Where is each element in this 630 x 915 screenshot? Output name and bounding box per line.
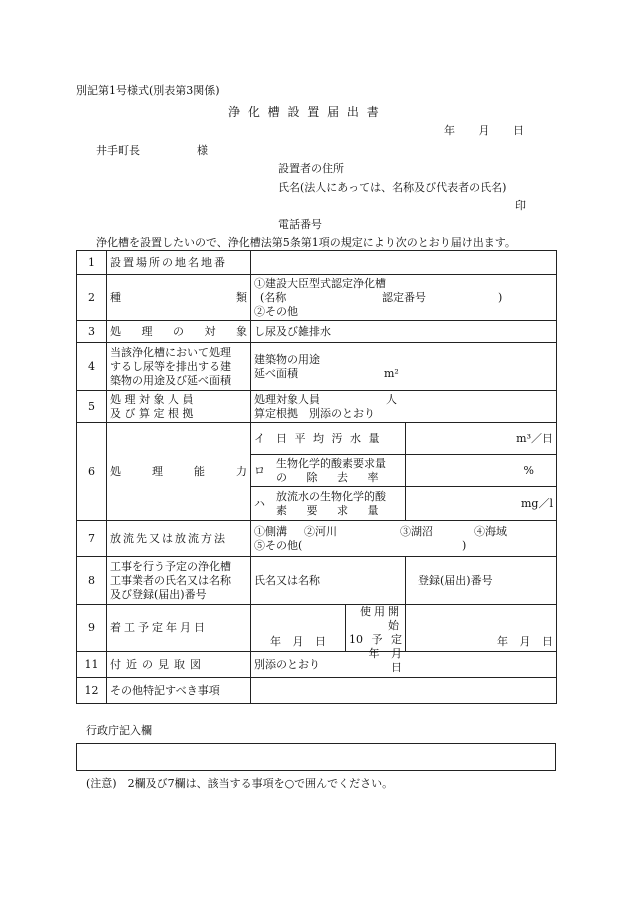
persons-field[interactable] [251, 391, 557, 423]
unit-b: % [523, 463, 534, 477]
office-use-label: 行政庁記入欄 [86, 724, 152, 737]
row-9 [77, 605, 557, 652]
note-text: (注意) 2欄及び7欄は、該当する事項を○で囲んでください。 [86, 777, 394, 790]
option-certified[interactable]: ①建設大臣型式認定浄化槽 [254, 276, 386, 290]
option-ditch[interactable]: ①側溝 [254, 524, 287, 538]
row-label: 放流先又は放流方法 [107, 521, 251, 557]
contractor-name-field[interactable] [251, 557, 406, 605]
row-label: 工事を行う予定の浄化槽 工事業者の氏名又は名称 及び登録(届出)番号 [107, 557, 251, 605]
row-number: 7 [77, 521, 107, 557]
usage-date-field[interactable]: 年 月 日 [406, 605, 557, 652]
row-number: 12 [77, 678, 107, 704]
registration-field[interactable] [406, 557, 557, 605]
daily-sewage-field[interactable] [406, 423, 557, 455]
persons-label: 処理対象人員 [254, 392, 320, 406]
row-7 [77, 521, 557, 557]
row-label: 着工予定年月日 [107, 605, 251, 652]
row-label: 処 理 能 力 [107, 423, 251, 521]
row-number: 9 [77, 605, 107, 652]
row-8 [77, 557, 557, 605]
usage-start-date-field[interactable]: 使用開始 10 予 定 年 月 日 [345, 605, 405, 651]
type-field[interactable] [251, 275, 557, 321]
document-title: 浄 化 槽 設 置 届 出 書 [228, 105, 381, 119]
honorific: 様 [197, 144, 208, 157]
row-2 [77, 275, 557, 321]
notification-form-table [76, 250, 557, 704]
row-number: 4 [77, 343, 107, 391]
row-11 [77, 652, 557, 678]
building-field[interactable] [251, 343, 557, 391]
option-sea[interactable]: ④海域 [474, 524, 507, 538]
sub-label-a: イ 日 平 均 汚 水 量 [251, 423, 406, 455]
close-paren: ) [498, 290, 503, 304]
row-number: 3 [77, 321, 107, 343]
row-number: 6 [77, 423, 107, 521]
registration-label: 登録(届出)番号 [418, 573, 493, 587]
option-river[interactable]: ②河川 [304, 524, 337, 538]
row-3 [77, 321, 557, 343]
unit-c: mg／l [521, 496, 553, 510]
remarks-field[interactable] [251, 678, 557, 704]
start-date-field[interactable]: 年 月 日 [270, 635, 326, 648]
effluent-bod-field[interactable] [406, 487, 557, 521]
map-value: 別添のとおり [251, 652, 557, 678]
row-1 [77, 251, 557, 275]
location-field[interactable] [251, 251, 557, 275]
sub-label-c: ハ 放流水の生物化学的酸 素 要 求 量 [251, 487, 406, 521]
sub-label-b: ロ 生物化学的酸素要求量 の 除 去 率 [251, 455, 406, 487]
floor-area-label: 延べ面積 [254, 366, 298, 380]
close-paren: ) [462, 538, 467, 552]
name-label: 氏名(法人にあっては、名称及び代表者の氏名) [278, 181, 507, 194]
phone-label: 電話番号 [278, 218, 322, 231]
row-label: 設置場所の地名地番 [107, 251, 251, 275]
row-5 [77, 391, 557, 423]
row-6a [77, 423, 557, 455]
form-reference: 別記第1号様式(別表第3関係) [76, 84, 220, 97]
basis-label: 算定根拠 別添のとおり [254, 406, 375, 420]
row-label: 処 理 対 象 人 員 及 び 算 定 根 拠 [107, 391, 251, 423]
building-use-label: 建築物の用途 [254, 352, 320, 366]
area-unit: m² [384, 366, 399, 380]
option-other[interactable]: ⑤その他( [254, 538, 303, 552]
row-number: 11 [77, 652, 107, 678]
row-label: 種 類 [107, 275, 251, 321]
discharge-field[interactable] [251, 521, 557, 557]
bod-removal-field[interactable] [406, 455, 557, 487]
addressee: 井手町長 [96, 144, 140, 157]
row-4 [77, 343, 557, 391]
row-label: 当該浄化槽において処理 するし尿等を排出する建 築物の用途及び延べ面積 [107, 343, 251, 391]
row-number: 5 [77, 391, 107, 423]
address-label: 設置者の住所 [278, 162, 344, 175]
row-label: その他特記すべき事項 [107, 678, 251, 704]
option-lake[interactable]: ③湖沼 [400, 524, 433, 538]
cert-number-label: 認定番号 [382, 290, 426, 304]
row-label: 付近の見取図 [107, 652, 251, 678]
target-value: し尿及び雑排水 [251, 321, 557, 343]
office-use-box [76, 743, 556, 771]
row-label: 処 理 の 対 象 [107, 321, 251, 343]
seal-mark: 印 [515, 199, 526, 212]
row-number: 1 [77, 251, 107, 275]
intro-text: 浄化槽を設置したいので、浄化槽法第5条第1項の規定により次のとおり届け出ます。 [96, 236, 516, 249]
row-12 [77, 678, 557, 704]
date-line: 年 月 日 [444, 124, 524, 137]
row-number: 2 [77, 275, 107, 321]
contractor-name-label: 氏名又は名称 [254, 573, 320, 587]
unit-a: m³／日 [516, 431, 553, 445]
row-number: 8 [77, 557, 107, 605]
persons-unit: 人 [386, 392, 397, 406]
option-other[interactable]: ②その他 [254, 304, 298, 318]
name-open: (名称 [260, 290, 287, 304]
